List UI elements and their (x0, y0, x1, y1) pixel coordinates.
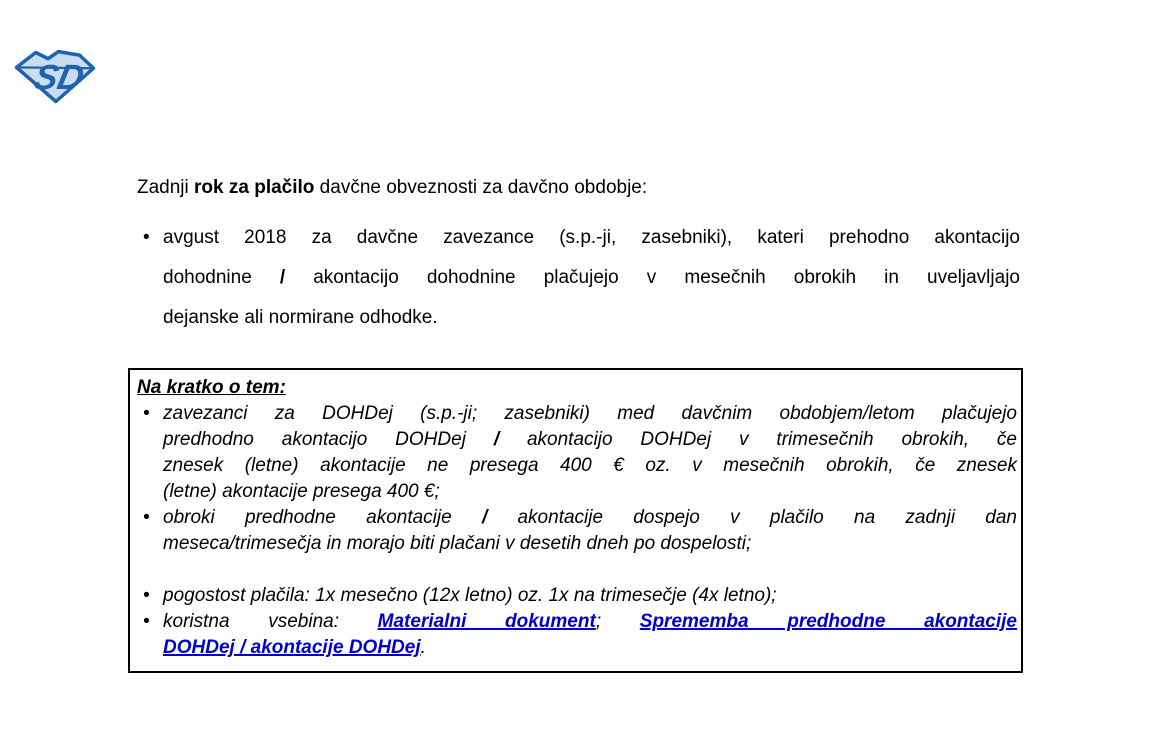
deadline-heading (137, 174, 1020, 201)
summary-box-title: Na kratko o tem: (137, 377, 286, 398)
text-segment: dohodnine (163, 267, 280, 288)
main-content (137, 174, 1020, 338)
summary-box (128, 368, 1023, 673)
bold-slash: / (279, 267, 286, 288)
text-segment: akontacijo DOHDej v trimesečnih obrokih, če (499, 429, 1017, 450)
text-segment: koristna vsebina: (163, 611, 378, 632)
deadline-list (137, 218, 1020, 338)
summary-list (137, 401, 1017, 661)
text-line (163, 635, 1017, 661)
bold-slash: / (481, 507, 488, 528)
text-segment: znesek (letne) akontacije ne presega 400 € oz. v mesečnih obrokih, če znesek (163, 455, 1017, 476)
summary-item-useful-content (137, 609, 1017, 661)
sd-logo-graphic (13, 45, 97, 109)
text-line (163, 218, 1020, 258)
text-segment: akontacijo dohodnine plačujejo v mesečnih obrokih in uveljavljajo (285, 267, 1020, 288)
deadline-item (137, 218, 1020, 338)
text-segment: obroki predhodne akontacije (163, 507, 482, 528)
text-segment: meseca/trimesečja in morajo biti plačani v desetih dneh po dospelosti; (163, 533, 752, 554)
text-segment: zavezanci za DOHDej (s.p.-ji; zasebniki) med davčnim obdobjem/letom plačujejo (163, 403, 1017, 424)
text-line (163, 583, 1017, 609)
text-line (163, 453, 1017, 479)
sprememba-akontacije-link[interactable]: Sprememba predhodne akontacije (639, 611, 1018, 632)
text-segment: (letne) akontacije presega 400 €; (163, 481, 440, 502)
text-segment: akontacije dospejo v plačilo na zadnji dan (487, 507, 1017, 528)
summary-item-due-dates (137, 505, 1017, 557)
sd-logo-letters: SD (30, 58, 88, 98)
text-line (163, 531, 1017, 557)
text-line (163, 505, 1017, 531)
text-segment: pogostost plačila: 1x mesečno (12x letno) oz. 1x na trimesečje (4x letno); (163, 585, 777, 606)
summary-item-installments (137, 401, 1017, 505)
text-segment: . (420, 637, 426, 658)
text-segment: ; (595, 611, 640, 632)
text-line (163, 609, 1017, 635)
text-line (163, 298, 1020, 338)
text-segment: predhodno akontacijo DOHDej (163, 429, 494, 450)
text-line (163, 258, 1020, 298)
text-line (163, 479, 1017, 505)
sprememba-akontacije-link[interactable]: DOHDej / akontacije DOHDej (163, 637, 421, 658)
heading-text: Zadnji (137, 177, 195, 198)
summary-item-frequency (137, 583, 1017, 609)
text-line (163, 427, 1017, 453)
heading-text: davčne obveznosti za davčno obdobje: (314, 177, 648, 198)
bold-slash: / (493, 429, 500, 450)
text-segment: avgust 2018 za davčne zavezance (s.p.-ji, zasebniki), kateri prehodno akontacijo (163, 227, 1020, 248)
text-line (163, 401, 1017, 427)
heading-bold-text: rok za plačilo (194, 177, 315, 198)
materialni-dokument-link[interactable]: Materialni dokument (377, 611, 596, 632)
text-segment: dejanske ali normirane odhodke. (163, 307, 438, 328)
sd-logo (13, 45, 97, 109)
